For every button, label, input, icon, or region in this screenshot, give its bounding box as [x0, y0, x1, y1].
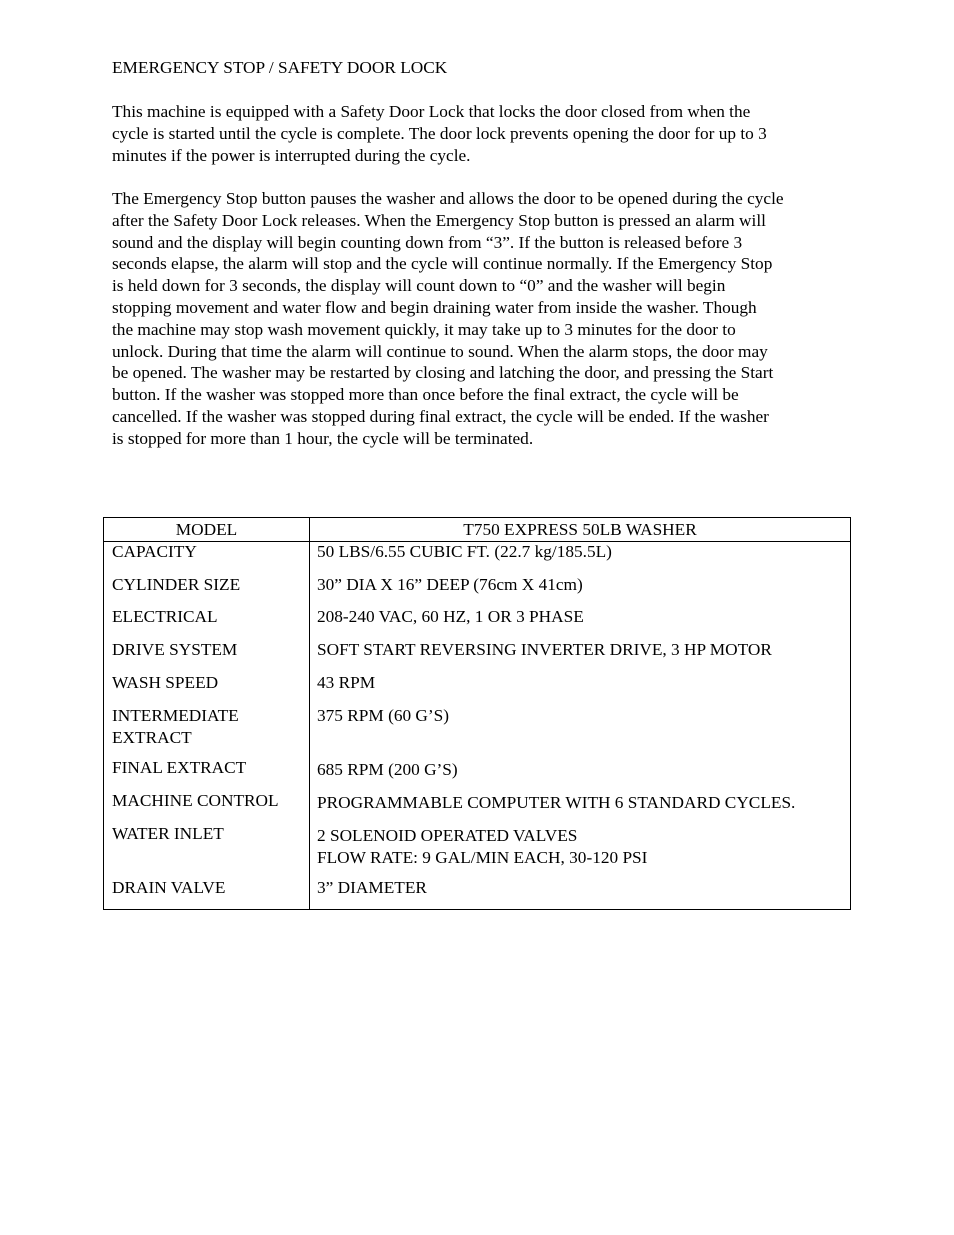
- section-heading: EMERGENCY STOP / SAFETY DOOR LOCK: [112, 58, 448, 77]
- paragraph-line: cycle is started until the cycle is complete. The door lock prevents opening the door for up to 3: [112, 123, 767, 143]
- table-header-model-name: T750 EXPRESS 50LB WASHER: [463, 520, 697, 539]
- spec-value-machine-control: PROGRAMMABLE COMPUTER WITH 6 STANDARD CYCLES.: [317, 793, 796, 812]
- paragraph-line: This machine is equipped with a Safety Door Lock that locks the door closed from when the: [112, 102, 751, 121]
- spec-value-intermediate-extract: 375 RPM (60 G’S): [317, 706, 450, 725]
- paragraph-line: the machine may stop wash movement quickly, it may take up to 3 minutes for the door to: [112, 319, 736, 339]
- paragraph-line: button. If the washer was stopped more than once before the final extract, the cycle will be: [112, 385, 739, 405]
- spec-value-capacity: 50 LBS/6.55 CUBIC FT. (22.7 kg/185.5L): [317, 542, 612, 561]
- spec-value-drain-valve: 3” DIAMETER: [317, 878, 427, 897]
- paragraph-door-lock: [112, 101, 852, 166]
- spec-label-final-extract: FINAL EXTRACT: [112, 758, 247, 777]
- spec-label-wash-speed: WASH SPEED: [112, 673, 219, 692]
- spec-value-water-inlet: 2 SOLENOID OPERATED VALVES FLOW RATE: 9 GAL/MIN EACH, 30-120 PSI: [317, 826, 648, 867]
- paragraph-line: sound and the display will begin counting down from “3”. If the button is released before 3: [112, 232, 743, 252]
- paragraph-line: after the Safety Door Lock releases. When the Emergency Stop button is pressed an alarm will: [112, 210, 766, 230]
- spec-label-drain-valve: DRAIN VALVE: [112, 878, 226, 897]
- table-column-divider: [309, 518, 310, 909]
- spec-value-wash-speed: 43 RPM: [317, 673, 376, 692]
- paragraph-line: The Emergency Stop button pauses the washer and allows the door to be opened during the cycle: [112, 189, 784, 208]
- paragraph-line: minutes if the power is interrupted during the cycle.: [112, 145, 471, 165]
- paragraph-line: stopping movement and water flow and begin draining water from inside the washer. Though: [112, 297, 757, 317]
- paragraph-line: cancelled. If the washer was stopped during final extract, the cycle will be ended. If the washer: [112, 406, 769, 426]
- paragraph-emergency-stop: [112, 188, 852, 450]
- paragraph-line: is held down for 3 seconds, the display will count down to “0” and the washer will begin: [112, 276, 726, 296]
- spec-label-capacity: CAPACITY: [112, 542, 197, 561]
- paragraph-line: seconds elapse, the alarm will stop and the cycle will continue normally. If the Emergency Stop: [112, 254, 773, 274]
- spec-label-machine-control: MACHINE CONTROL: [112, 791, 279, 810]
- table-header-model: MODEL: [175, 520, 238, 539]
- spec-value-drive-system: SOFT START REVERSING INVERTER DRIVE, 3 HP MOTOR: [317, 640, 772, 659]
- paragraph-line: is stopped for more than 1 hour, the cycle will be terminated.: [112, 428, 534, 448]
- spec-value-final-extract: 685 RPM (200 G’S): [317, 760, 458, 779]
- spec-value-electrical: 208-240 VAC, 60 HZ, 1 OR 3 PHASE: [317, 607, 584, 626]
- spec-label-electrical: ELECTRICAL: [112, 607, 218, 626]
- spec-label-water-inlet: WATER INLET: [112, 824, 224, 843]
- paragraph-line: unlock. During that time the alarm will continue to sound. When the alarm stops, the door may: [112, 341, 768, 361]
- paragraph-line: be opened. The washer may be restarted by closing and latching the door, and pressing the Start: [112, 363, 774, 383]
- spec-value-cylinder-size: 30” DIA X 16” DEEP (76cm X 41cm): [317, 575, 583, 594]
- spec-label-intermediate-extract: INTERMEDIATE EXTRACT: [112, 706, 239, 747]
- spec-label-cylinder-size: CYLINDER SIZE: [112, 575, 241, 594]
- spec-label-drive-system: DRIVE SYSTEM: [112, 640, 238, 659]
- spec-table: [103, 517, 851, 910]
